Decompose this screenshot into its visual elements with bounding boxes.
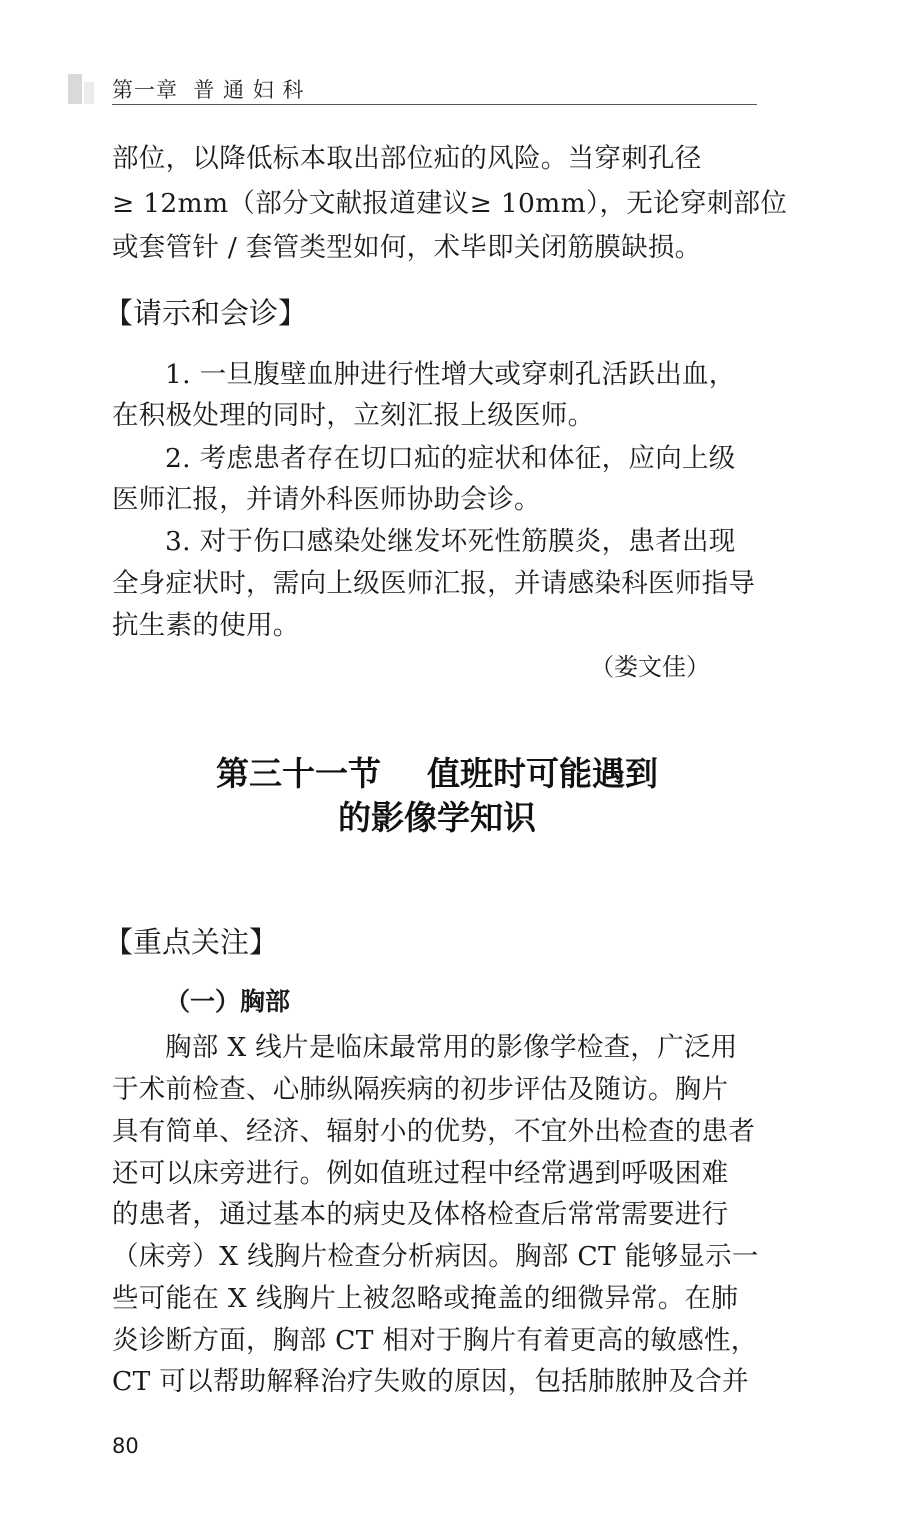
consult-item-3: 3. 对于伤口感染处继发坏死性筋膜炎，患者出现 (165, 526, 736, 557)
paragraph-line: 胸部 X 线片是临床最常用的影像学检查，广泛用 (165, 1032, 738, 1063)
focus-heading: 【重点关注】 (104, 925, 279, 959)
running-head: 第一章 普 通 妇 科 (112, 78, 305, 102)
paragraph-line: 在积极处理的同时，立刻汇报上级医师。 (112, 400, 595, 431)
paragraph-line: 于术前检查、心肺纵隔疾病的初步评估及随访。胸片 (112, 1074, 729, 1105)
consult-item-1: 1. 一旦腹壁血肿进行性增大或穿刺孔活跃出血， (165, 359, 736, 390)
paragraph-line: 炎诊断方面，胸部 CT 相对于胸片有着更高的敏感性， (112, 1325, 758, 1356)
paragraph-line: 具有简单、经济、辐射小的优势，不宜外出检查的患者 (112, 1116, 756, 1147)
paragraph-line: 或套管针 / 套管类型如何，术毕即关闭筋膜缺损。 (112, 232, 702, 263)
paragraph-line: 全身症状时，需向上级医师汇报，并请感染科医师指导 (112, 568, 756, 599)
section-title-line-2: 的影像学知识 (338, 798, 536, 837)
paragraph-line: 抗生素的使用。 (112, 610, 300, 641)
header-block-dark (68, 74, 82, 104)
consult-item-2: 2. 考虑患者存在切口疝的症状和体征，应向上级 (165, 443, 736, 474)
paragraph-line: （床旁）X 线胸片检查分析病因。胸部 CT 能够显示一 (112, 1241, 759, 1272)
paragraph-line: 的患者，通过基本的病史及体格检查后常常需要进行 (112, 1199, 729, 1230)
consult-heading: 【请示和会诊】 (104, 296, 308, 330)
paragraph-line: 部位，以降低标本取出部位疝的风险。当穿刺孔径 (112, 143, 702, 174)
paragraph-line: 还可以床旁进行。例如值班过程中经常遇到呼吸困难 (112, 1158, 729, 1189)
author-credit: （娄文佳） (590, 653, 710, 681)
paragraph-line: 些可能在 X 线胸片上被忽略或掩盖的细微异常。在肺 (112, 1283, 739, 1314)
paragraph-line: 医师汇报，并请外科医师协助会诊。 (112, 484, 541, 515)
header-rule (112, 104, 757, 105)
section-title-line-1: 第三十一节 值班时可能遇到 (216, 754, 658, 793)
page-number: 80 (112, 1434, 139, 1458)
paragraph-line: CT 可以帮助解释治疗失败的原因，包括肺脓肿及合并 (112, 1366, 749, 1397)
header-block-light (84, 82, 94, 104)
paragraph-line: ≥ 12mm（部分文献报道建议≥ 10mm），无论穿刺部位 (112, 188, 788, 219)
subsection-heading: （一）胸部 (165, 987, 291, 1016)
header-decoration (68, 74, 98, 104)
